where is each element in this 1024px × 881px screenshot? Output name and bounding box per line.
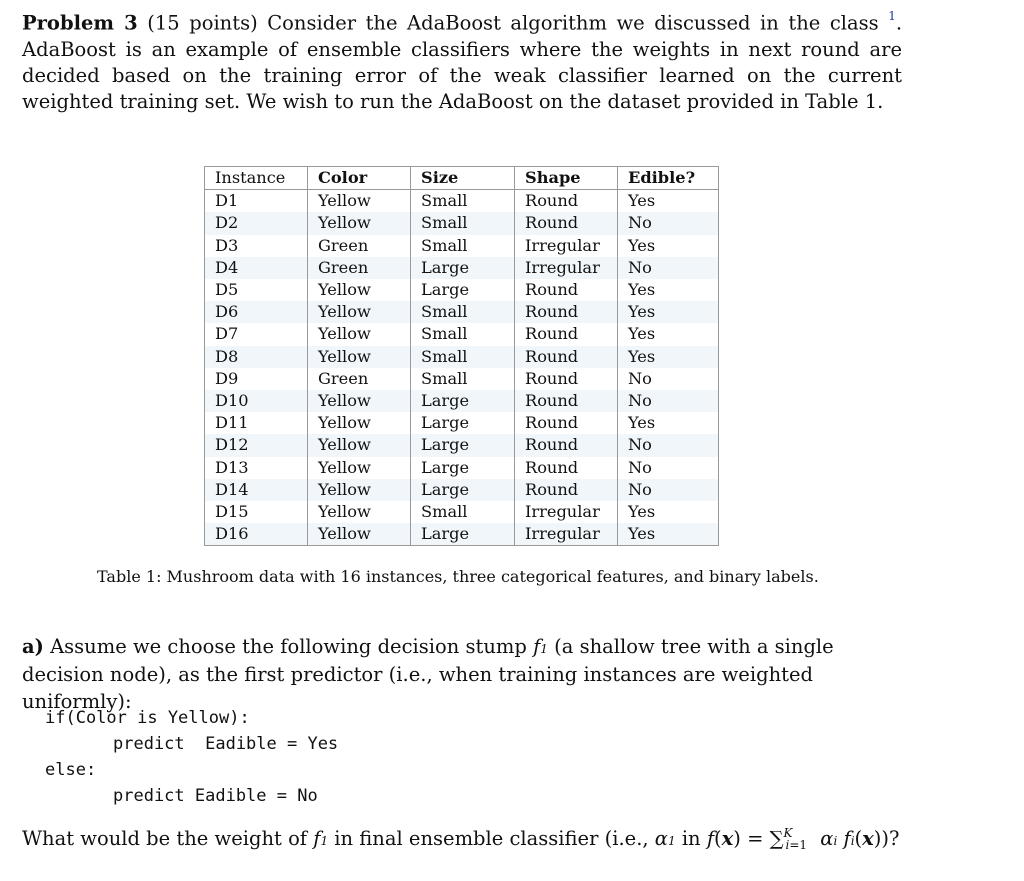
cell: D6 [205,301,308,323]
cell: D12 [205,434,308,456]
table-row [205,212,719,234]
cell: Yellow [308,457,411,479]
code-predict-yes: predict Eadible = Yes [113,734,339,754]
math-alpha1: α1 [654,827,676,850]
cell: Large [411,523,515,546]
cell: D16 [205,523,308,546]
table-row [205,257,719,279]
table-caption: Table 1: Mushroom data with 16 instances, three categorical features, and binary labels. [97,567,819,586]
cell: Small [411,235,515,257]
problem-points: (15 points) [147,11,258,35]
table-row [205,190,719,213]
cell: Yellow [308,479,411,501]
cell: Round [515,190,618,213]
cell: Round [515,368,618,390]
problem-text: Consider the AdaBoost algorithm we discussed in the class [267,11,879,35]
cell: Yellow [308,390,411,412]
cell: D2 [205,212,308,234]
table-row [205,323,719,345]
cell: No [618,390,719,412]
cell: D1 [205,190,308,213]
cell: Yes [618,501,719,523]
cell: Large [411,390,515,412]
cell: Round [515,301,618,323]
cell: Small [411,368,515,390]
cell: Round [515,479,618,501]
question-text-1: What would be the weight of [22,827,308,850]
math-f1: f1 [533,635,548,658]
table-row [205,346,719,368]
cell: Small [411,346,515,368]
table-row [205,457,719,479]
code-else: else: [45,760,97,780]
cell: Yellow [308,279,411,301]
question-text-2: in final ensemble classifier (i.e., [334,827,649,850]
cell: No [618,457,719,479]
footnote-link[interactable]: 1 [888,9,896,23]
code-predict-no: predict Eadible = No [113,786,318,806]
cell: Yellow [308,523,411,546]
cell: Yellow [308,346,411,368]
cell: No [618,479,719,501]
math-f1: f1 [313,827,329,850]
table-header-row [205,167,719,190]
cell: Yes [618,279,719,301]
cell: Yellow [308,301,411,323]
cell: Irregular [515,235,618,257]
question-text-3: in [681,827,701,850]
cell: Large [411,434,515,456]
cell: Yes [618,235,719,257]
table-row [205,501,719,523]
table-row [205,368,719,390]
cell: D8 [205,346,308,368]
part-a-text-2: (a shallow tree with a single decision node), as the first predictor (i.e., when training instances are weighted uniformly): [22,635,834,713]
cell: Yellow [308,412,411,434]
code-if: if(Color is Yellow): [45,708,250,728]
cell: Yes [618,190,719,213]
problem-intro [22,5,902,116]
question [22,826,952,854]
table-body [205,190,719,546]
cell: Irregular [515,257,618,279]
cell: Small [411,323,515,345]
cell: Yellow [308,501,411,523]
cell: D7 [205,323,308,345]
math-ensemble-formula: f(x) = ∑$^K_{i=1}$ αi fi(x) [706,826,882,852]
cell: Yellow [308,190,411,213]
cell: Yes [618,301,719,323]
cell: Green [308,257,411,279]
cell: D11 [205,412,308,434]
part-a-text-1: Assume we choose the following decision stump [50,635,527,658]
table-row [205,390,719,412]
cell: Round [515,434,618,456]
cell: D5 [205,279,308,301]
cell: Small [411,212,515,234]
table-row [205,235,719,257]
cell: D13 [205,457,308,479]
cell: Irregular [515,501,618,523]
cell: Large [411,457,515,479]
cell: Round [515,457,618,479]
cell: Large [411,479,515,501]
cell: Yes [618,412,719,434]
cell: Yes [618,523,719,546]
cell: Large [411,257,515,279]
problem-text-cont: . AdaBoost is an example of ensemble classifiers where the weights in next round are decided based on the training error of the weak classifier learned on the current weighted training set. We wish to run the AdaBoost on the dataset provided in Table 1. [22,11,903,114]
part-a-label: a) [22,635,44,658]
cell: Small [411,501,515,523]
cell: Small [411,190,515,213]
cell: No [618,368,719,390]
cell: D4 [205,257,308,279]
cell: No [618,257,719,279]
header-color: Color [308,167,411,190]
table-row [205,279,719,301]
table-row [205,523,719,546]
cell: Large [411,412,515,434]
cell: D10 [205,390,308,412]
table-row [205,412,719,434]
cell: D9 [205,368,308,390]
header-size: Size [411,167,515,190]
cell: D14 [205,479,308,501]
cell: D3 [205,235,308,257]
cell: Round [515,412,618,434]
table-row [205,301,719,323]
header-instance: Instance [205,167,308,190]
cell: D15 [205,501,308,523]
cell: Irregular [515,523,618,546]
cell: Green [308,235,411,257]
cell: Round [515,279,618,301]
question-text-4: )? [881,827,900,850]
table-row [205,479,719,501]
cell: Yes [618,346,719,368]
header-edible: Edible? [618,167,719,190]
part-a-text [22,634,902,715]
cell: Round [515,390,618,412]
cell: Round [515,212,618,234]
cell: Green [308,368,411,390]
mushroom-table [204,166,719,546]
cell: Small [411,301,515,323]
problem-heading: Problem 3 [22,11,138,35]
cell: Yellow [308,434,411,456]
cell: Round [515,323,618,345]
cell: No [618,212,719,234]
table-row [205,434,719,456]
header-shape: Shape [515,167,618,190]
cell: Large [411,279,515,301]
cell: Yellow [308,323,411,345]
cell: No [618,434,719,456]
cell: Yes [618,323,719,345]
cell: Round [515,346,618,368]
cell: Yellow [308,212,411,234]
